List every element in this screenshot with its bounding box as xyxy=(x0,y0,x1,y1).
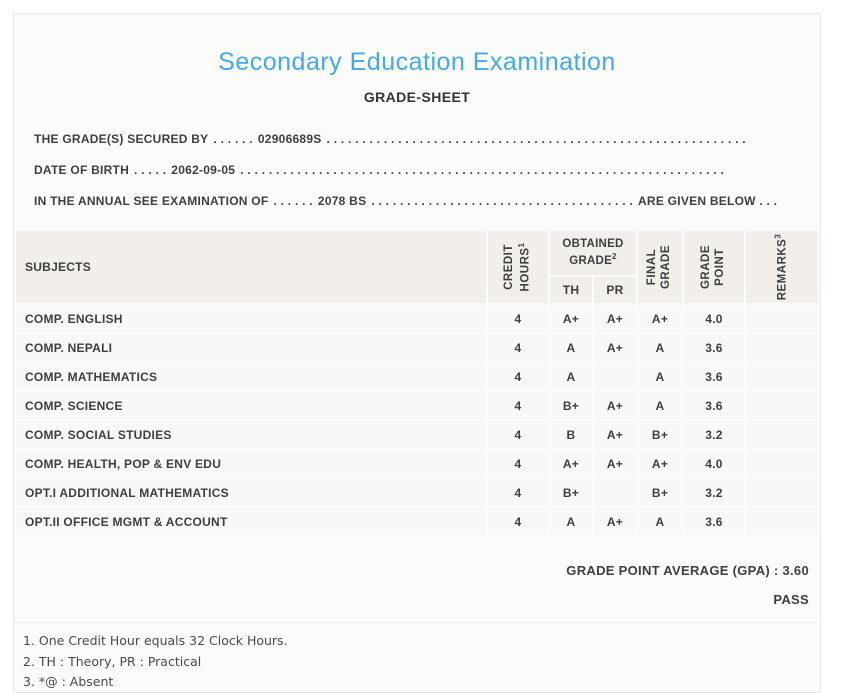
cell-pr-grade: A+ xyxy=(594,508,636,535)
dot-trailer: . . . . . . . . . . . . . . . . . . . . . . . . . . . . . . . . . . . . . xyxy=(371,194,633,208)
cell-grade-point: 4.0 xyxy=(684,450,744,477)
col-header-subjects: SUBJECTS xyxy=(16,231,486,303)
exam-year-label: IN THE ANNUAL SEE EXAMINATION OF xyxy=(34,194,269,208)
cell-final-grade: B+ xyxy=(638,421,682,448)
date-of-birth-label: DATE OF BIRTH xyxy=(34,163,130,177)
cell-th-grade: A xyxy=(550,508,592,535)
cell-pr-grade: A+ xyxy=(594,450,636,477)
date-of-birth-value: 2062-09-05 xyxy=(171,163,236,177)
cell-remarks xyxy=(746,479,818,506)
cell-pr-grade: A+ xyxy=(594,421,636,448)
page-title: Secondary Education Examination xyxy=(218,48,616,76)
cell-grade-point: 3.6 xyxy=(684,508,744,535)
credit-hours-line2: HOURS$^1$ xyxy=(516,242,532,292)
remarks-line1: REMARKS$^3$ xyxy=(773,233,789,301)
cell-remarks xyxy=(746,363,818,390)
cell-subject: COMP. NEPALI xyxy=(16,334,486,361)
cell-subject: OPT.I ADDITIONAL MATHEMATICS xyxy=(16,479,486,506)
cell-subject: OPT.II OFFICE MGMT & ACCOUNT xyxy=(16,508,486,535)
cell-final-grade: A xyxy=(638,363,682,390)
cell-grade-point: 3.6 xyxy=(684,334,744,361)
cell-final-grade: A xyxy=(638,334,682,361)
table-row xyxy=(16,450,818,477)
cell-final-grade: A+ xyxy=(638,450,682,477)
cell-credit-hours: 4 xyxy=(488,421,548,448)
cell-credit-hours: 4 xyxy=(488,392,548,419)
cell-final-grade: A xyxy=(638,508,682,535)
dot-leader: . . . . . xyxy=(134,163,167,177)
cell-remarks xyxy=(746,305,818,332)
final-grade-line1: FINAL xyxy=(646,248,659,286)
gpa-value: 3.60 xyxy=(782,563,809,578)
cell-credit-hours: 4 xyxy=(488,479,548,506)
cell-credit-hours: 4 xyxy=(488,508,548,535)
col-header-credit-hours xyxy=(488,231,548,303)
footnotes xyxy=(14,623,820,693)
footnote-ref-3: 3 xyxy=(773,233,783,239)
cell-subject: COMP. ENGLISH xyxy=(16,305,486,332)
table-row xyxy=(16,508,818,535)
dot-leader: . . . . . . xyxy=(273,194,313,208)
col-header-remarks xyxy=(746,231,818,303)
cell-grade-point: 3.6 xyxy=(684,392,744,419)
cell-credit-hours: 4 xyxy=(488,334,548,361)
table-row xyxy=(16,363,818,390)
cell-credit-hours: 4 xyxy=(488,363,548,390)
cell-grade-point: 3.6 xyxy=(684,363,744,390)
cell-pr-grade xyxy=(594,363,636,390)
col-header-obtained-grade xyxy=(550,231,636,275)
cell-grade-point: 3.2 xyxy=(684,421,744,448)
cell-remarks xyxy=(746,508,818,535)
cell-th-grade: B+ xyxy=(550,392,592,419)
credit-hours-line1: CREDIT xyxy=(502,244,515,290)
gpa-line xyxy=(14,563,820,578)
symbol-number-value: 02906689S xyxy=(257,132,322,146)
info-line-date-of-birth xyxy=(34,155,802,186)
obtained-grade-line2: GRADE$^2$ xyxy=(569,252,617,267)
candidate-info xyxy=(34,124,802,217)
col-header-grade-point xyxy=(684,231,744,303)
cell-subject: COMP. HEALTH, POP & ENV EDU xyxy=(16,450,486,477)
dot-trailer: . . . . . . . . . . . . . . . . . . . . . . . . . . . . . . . . . . . . . . . . . . . . . . . . . . . . . . . . . . . xyxy=(326,132,746,146)
cell-remarks xyxy=(746,392,818,419)
footnote-credit-hours: 1. One Credit Hour equals 32 Clock Hours. xyxy=(23,633,288,648)
cell-final-grade: B+ xyxy=(638,479,682,506)
dot-trailer: . . . . . . . . . . . . . . . . . . . . . . . . . . . . . . . . . . . . . . . . . . . . . . . . . . . . . . . . . . . . . . . . . . . . xyxy=(240,163,725,177)
cell-grade-point: 4.0 xyxy=(684,305,744,332)
cell-subject: COMP. SOCIAL STUDIES xyxy=(16,421,486,448)
footnote-th-pr: 2. TH : Theory, PR : Practical xyxy=(23,653,202,669)
cell-final-grade: A xyxy=(638,392,682,419)
dot-leader: . . . . . . xyxy=(213,132,253,146)
footnote-ref-2: 2 xyxy=(612,252,617,262)
grade-sheet-card xyxy=(13,13,821,693)
gpa-label: GRADE POINT AVERAGE (GPA) : xyxy=(566,563,779,578)
grade-point-line2: POINT xyxy=(714,248,726,286)
footnote-absent: 3. *@ : Absent xyxy=(23,674,114,689)
col-header-pr: PR xyxy=(594,277,636,303)
obtained-grade-line1: OBTAINED xyxy=(562,237,624,250)
symbol-number-label: THE GRADE(S) SECURED BY xyxy=(34,132,209,146)
col-header-th: TH xyxy=(550,277,592,303)
cell-subject: COMP. SCIENCE xyxy=(16,392,486,419)
grade-sheet-heading: GRADE-SHEET xyxy=(363,89,471,105)
table-header-row-1 xyxy=(16,231,818,275)
cell-th-grade: A+ xyxy=(550,305,592,332)
cell-subject: COMP. MATHEMATICS xyxy=(16,363,486,390)
cell-th-grade: A+ xyxy=(550,450,592,477)
col-header-final-grade xyxy=(638,231,682,303)
cell-th-grade: A xyxy=(550,363,592,390)
exam-year-value: 2078 BS xyxy=(317,194,367,208)
grades-table xyxy=(14,229,820,537)
table-row xyxy=(16,334,818,361)
cell-remarks xyxy=(746,450,818,477)
info-line-exam-year xyxy=(34,186,802,217)
result-status: PASS xyxy=(773,592,809,607)
cell-pr-grade xyxy=(594,479,636,506)
cell-credit-hours: 4 xyxy=(488,450,548,477)
table-row xyxy=(16,479,818,506)
cell-credit-hours: 4 xyxy=(488,305,548,332)
cell-th-grade: B+ xyxy=(550,479,592,506)
cell-th-grade: B xyxy=(550,421,592,448)
final-grade-line2: GRADE xyxy=(660,244,672,290)
footnote-ref-1: 1 xyxy=(516,242,526,248)
cell-final-grade: A+ xyxy=(638,305,682,332)
grade-point-line1: GRADE xyxy=(700,244,713,290)
info-line-symbol-number xyxy=(34,124,802,155)
table-row xyxy=(16,421,818,448)
cell-th-grade: A xyxy=(550,334,592,361)
table-row xyxy=(16,305,818,332)
cell-pr-grade: A+ xyxy=(594,305,636,332)
are-given-below-text: ARE GIVEN BELOW . . . xyxy=(637,194,778,208)
cell-grade-point: 3.2 xyxy=(684,479,744,506)
cell-remarks xyxy=(746,334,818,361)
cell-pr-grade: A+ xyxy=(594,334,636,361)
table-row xyxy=(16,392,818,419)
cell-pr-grade: A+ xyxy=(594,392,636,419)
cell-remarks xyxy=(746,421,818,448)
result-summary xyxy=(14,563,820,607)
